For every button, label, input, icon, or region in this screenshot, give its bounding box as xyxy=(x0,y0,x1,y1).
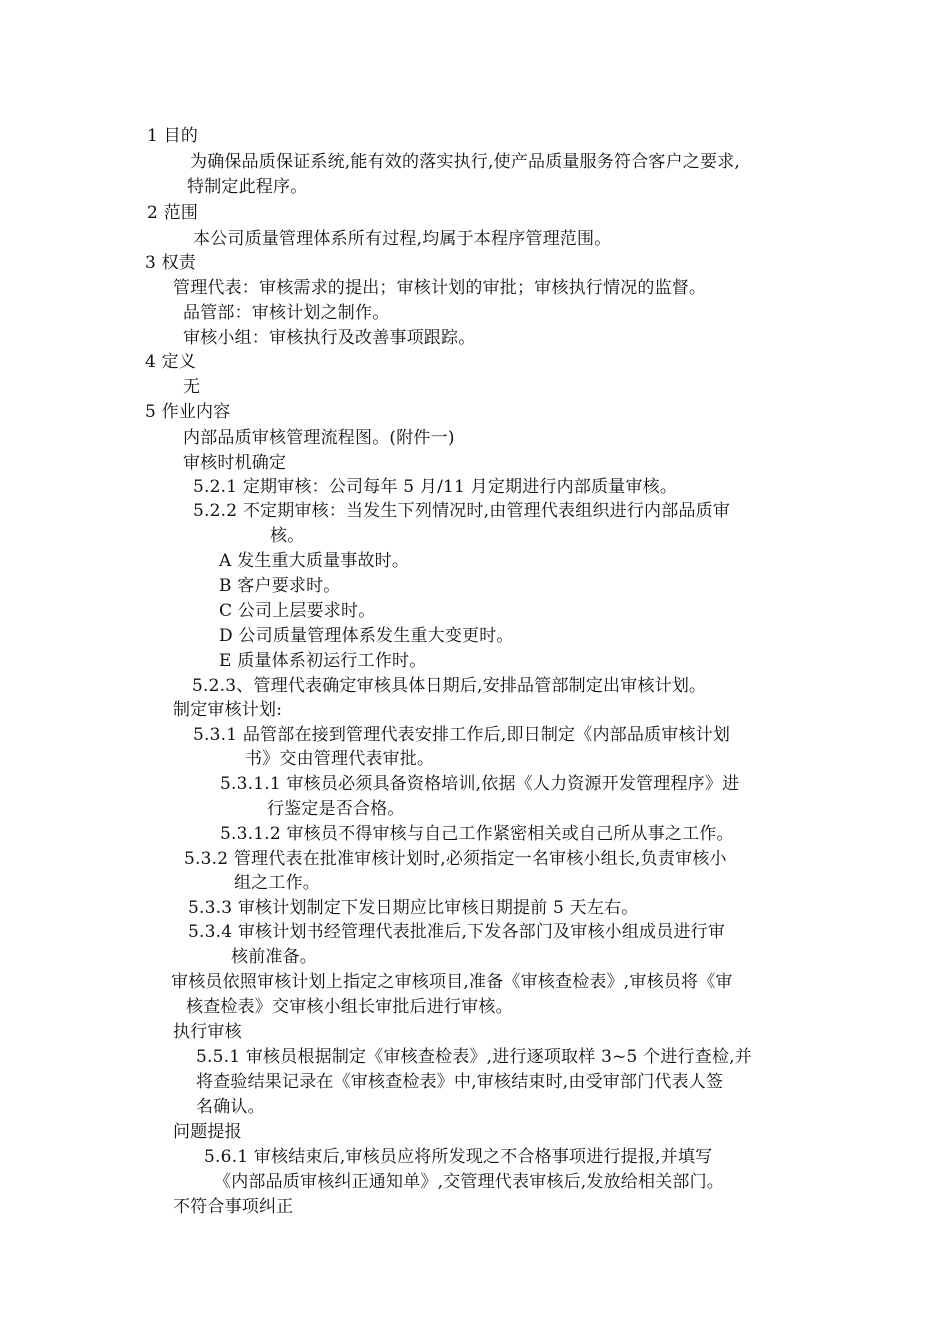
paragraph-line: 5.3.3 审核计划制定下发日期应比审核日期提前 5 天左右。 xyxy=(188,898,639,918)
paragraph-line: 行鉴定是否合格。 xyxy=(267,799,405,819)
paragraph-line: 为确保品质保证系统,能有效的落实执行,使产品质量服务符合客户之要求, xyxy=(190,152,741,172)
paragraph-line: 5.3.1.1 审核员必须具备资格培训,依据《人力资源开发管理程序》进 xyxy=(220,774,740,794)
paragraph-line: 管理代表：审核需求的提出；审核计划的审批；审核执行情况的监督。 xyxy=(173,278,707,298)
paragraph-line: 5.3.2 管理代表在批准审核计划时,必须指定一名审核小组长,负责审核小 xyxy=(184,849,727,869)
list-item: B 客户要求时。 xyxy=(219,576,341,596)
paragraph-line: 核查检表》交审核小组长审批后进行审核。 xyxy=(186,997,513,1017)
subsection-heading: 执行审核 xyxy=(173,1022,242,1042)
subsection-heading: 不符合事项纠正 xyxy=(173,1197,294,1217)
paragraph-line: 5.2.2 不定期审核：当发生下列情况时,由管理代表组织进行内部品质审 xyxy=(193,501,731,521)
paragraph-line: 名确认。 xyxy=(196,1097,265,1117)
paragraph-line: 5.3.4 审核计划书经管理代表批准后,下发各部门及审核小组成员进行审 xyxy=(188,922,726,942)
paragraph-line: 将查验结果记录在《审核查检表》中,审核结束时,由受审部门代表人签 xyxy=(196,1072,724,1092)
section-heading: 3 权责 xyxy=(145,253,197,273)
section-heading: 5 作业内容 xyxy=(145,402,231,422)
paragraph-line: 5.3.1.2 审核员不得审核与自己工作紧密相关或自己所从事之工作。 xyxy=(220,824,734,844)
list-item: A 发生重大质量事故时。 xyxy=(219,551,410,571)
paragraph-line: 5.5.1 审核员根据制定《审核查检表》,进行逐项取样 3~5 个进行查检,并 xyxy=(196,1047,752,1067)
paragraph-line: 品管部：审核计划之制作。 xyxy=(183,303,390,323)
section-heading: 2 范围 xyxy=(147,203,199,223)
paragraph-line: 5.3.1 品管部在接到管理代表安排工作后,即日制定《内部品质审核计划 xyxy=(193,725,731,745)
list-item: E 质量体系初运行工作时。 xyxy=(219,651,427,671)
paragraph-line: 本公司质量管理体系所有过程,均属于本程序管理范围。 xyxy=(193,229,612,249)
section-heading: 1 目的 xyxy=(147,126,199,146)
section-heading: 4 定义 xyxy=(145,352,197,372)
subsection-heading: 审核时机确定 xyxy=(183,453,287,473)
paragraph-line: 内部品质审核管理流程图。(附件一) xyxy=(183,428,455,448)
list-item: C 公司上层要求时。 xyxy=(219,601,376,621)
subsection-heading: 问题提报 xyxy=(173,1122,242,1142)
paragraph-line: 审核员依照审核计划上指定之审核项目,准备《审核查检表》,审核员将《审 xyxy=(171,972,733,992)
paragraph-line: 核。 xyxy=(270,526,305,546)
paragraph-line: 书》交由管理代表审批。 xyxy=(245,749,435,769)
paragraph-line: 无 xyxy=(183,377,201,397)
paragraph-line: 审核小组：审核执行及改善事项跟踪。 xyxy=(183,328,476,348)
paragraph-line: 《内部品质审核纠正通知单》,交管理代表审核后,发放给相关部门。 xyxy=(214,1172,725,1192)
paragraph-line: 5.2.1 定期审核：公司每年 5 月/11 月定期进行内部质量审核。 xyxy=(193,477,678,497)
paragraph-line: 组之工作。 xyxy=(234,873,320,893)
paragraph-line: 5.2.3、管理代表确定审核具体日期后,安排品管部制定出审核计划。 xyxy=(192,676,707,696)
list-item: D 公司质量管理体系发生重大变更时。 xyxy=(219,626,514,646)
subsection-heading: 制定审核计划: xyxy=(173,700,283,720)
paragraph-line: 特制定此程序。 xyxy=(187,177,308,197)
paragraph-line: 核前准备。 xyxy=(231,947,317,967)
paragraph-line: 5.6.1 审核结束后,审核员应将所发现之不合格事项进行提报,并填写 xyxy=(204,1147,713,1167)
